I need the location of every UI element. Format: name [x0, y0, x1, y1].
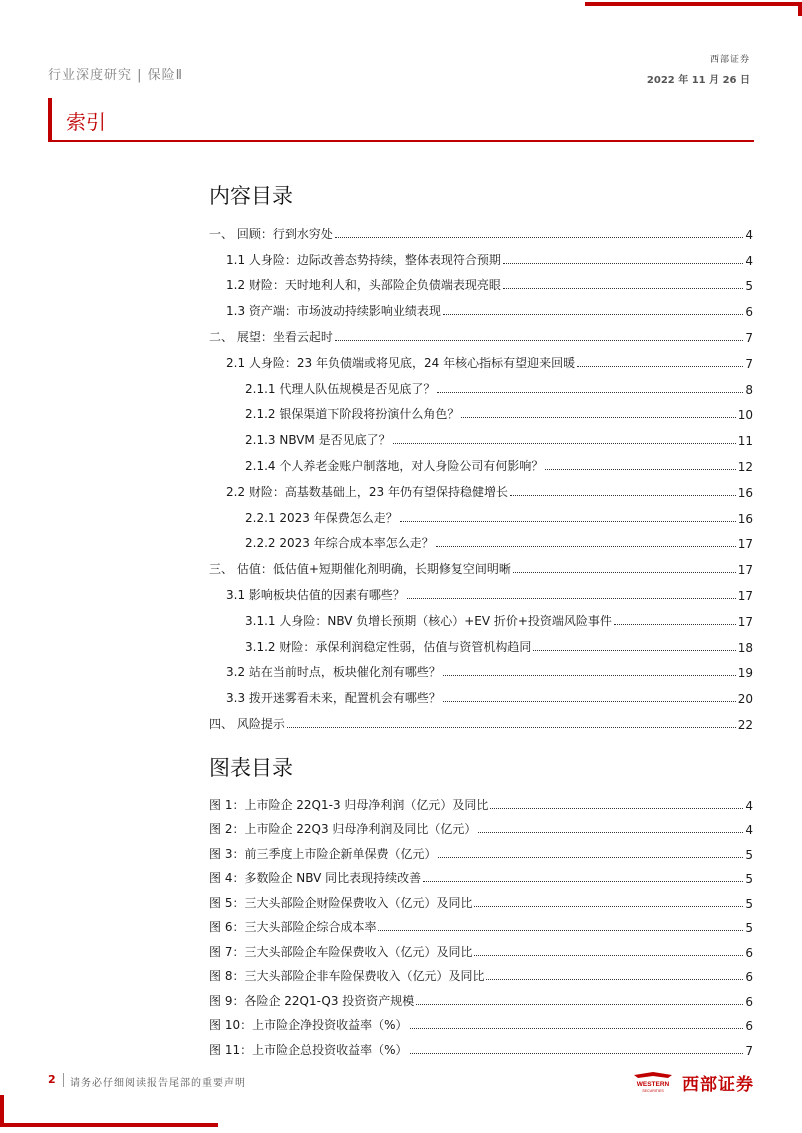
entry-leader — [533, 650, 735, 651]
entry-label: 图 5：三大头部险企财险保费收入（亿元）及同比 — [209, 895, 473, 910]
entry-label: 图 4：多数险企 NBV 同比表现持续改善 — [209, 871, 422, 885]
entry-label: 2.1.4 个人养老金账户制落地，对人身险公司有何影响？ — [245, 458, 544, 473]
figure-entry[interactable] — [209, 886, 753, 911]
entry-page-number: 17 — [737, 563, 753, 578]
entry-label: 图 1：上市险企 22Q1-3 归母净利润（亿元）及同比 — [209, 797, 489, 812]
entry-page-number: 12 — [737, 459, 753, 474]
figure-entry[interactable] — [209, 911, 753, 936]
entry-leader — [378, 930, 743, 931]
section-title: 索引 — [66, 110, 106, 134]
entry-label: 1.2 财险：天时地利人和，头部险企负债端表现亮眼 — [226, 278, 501, 293]
entry-page-number: 22 — [737, 717, 753, 732]
figure-entry[interactable] — [209, 935, 753, 960]
entry-page-number: 6 — [745, 970, 753, 984]
entry-label: 图 9：各险企 22Q1-Q3 投资资产规模 — [209, 993, 415, 1008]
entry-page-number: 17 — [737, 614, 753, 629]
entry-page-number: 20 — [737, 692, 753, 707]
figure-entry[interactable] — [209, 862, 753, 887]
entry-label: 3.3 拨开迷雾看未来，配置机会有哪些？ — [226, 691, 441, 706]
entry-leader — [393, 443, 736, 444]
report-date: 2022 年 11 月 26 日 — [646, 75, 750, 86]
logo-word: WESTERN — [636, 1081, 670, 1088]
figure-entry[interactable] — [209, 960, 753, 985]
entry-label: 三、 估值：低估值+短期催化剂明确，长期修复空间明晰 — [209, 562, 511, 577]
entry-leader — [335, 237, 744, 238]
entry-leader — [410, 1028, 744, 1029]
entry-label: 2.1.3 NBVM 是否见底了？ — [245, 433, 391, 448]
section-banner — [48, 98, 754, 142]
entry-leader — [410, 1053, 744, 1054]
entry-leader — [443, 701, 736, 702]
entry-leader — [486, 979, 743, 980]
entry-page-number: 6 — [745, 994, 753, 1009]
toc-entry[interactable] — [209, 319, 753, 345]
entry-label: 一、 回顾：行到水穷处 — [209, 226, 333, 241]
entry-leader — [443, 675, 736, 676]
entry-page-number: 16 — [737, 511, 753, 526]
toc-entry[interactable] — [209, 345, 753, 371]
entry-leader — [438, 857, 743, 858]
toc-list — [209, 216, 753, 732]
entry-leader — [437, 392, 743, 393]
entry-label: 3.1.1 人身险：NBV 负增长预期（核心）+EV 折价+投资端风险事件 — [245, 613, 612, 628]
western-securities-logo-icon — [630, 1071, 676, 1093]
entry-leader — [287, 727, 736, 728]
toc-entry[interactable] — [209, 242, 753, 268]
toc-entry[interactable] — [209, 474, 753, 500]
toc-entry[interactable] — [209, 629, 753, 655]
entry-page-number: 8 — [745, 382, 753, 397]
entry-page-number: 17 — [737, 537, 753, 552]
entry-label: 2.1.2 银保渠道下阶段将扮演什么角色？ — [245, 407, 460, 422]
entry-page-number: 11 — [737, 434, 753, 449]
entry-page-number: 10 — [737, 408, 753, 423]
entry-leader — [614, 624, 736, 625]
page-footer — [48, 1070, 754, 1094]
entry-label: 3.2 站在当前时点，板块催化剂有哪些？ — [226, 665, 441, 680]
section-underline — [48, 140, 754, 142]
figures-heading: 图表目录 — [209, 756, 293, 780]
entry-label: 图 3：前三季度上市险企新单保费（亿元） — [209, 846, 437, 861]
entry-label: 2.1 人身险：23 年负债端或将见底，24 年核心指标有望迎来回暖 — [226, 355, 576, 370]
entry-leader — [436, 546, 736, 547]
entry-leader — [474, 906, 743, 907]
entry-label: 图 6：三大头部险企综合成本率 — [209, 920, 377, 934]
entry-label: 1.3 资产端：市场波动持续影响业绩表现 — [226, 304, 441, 319]
toc-heading: 内容目录 — [209, 184, 293, 208]
section-mark — [48, 98, 52, 142]
footer-separator — [63, 1073, 64, 1087]
entry-leader — [577, 366, 743, 367]
top-corner-accent — [585, 2, 802, 6]
entry-leader — [490, 808, 743, 809]
page-number: 2 — [48, 1073, 56, 1086]
toc-entry[interactable] — [209, 371, 753, 397]
bottom-corner-accent-vertical — [0, 1095, 4, 1127]
company-logo — [630, 1070, 754, 1094]
entry-leader — [478, 832, 743, 833]
figure-entry[interactable] — [209, 1009, 753, 1034]
toc-entry[interactable] — [209, 526, 753, 552]
logo-word-2: SECURITIES — [642, 1089, 664, 1093]
toc-entry[interactable] — [209, 293, 753, 319]
figure-entry[interactable] — [209, 1033, 753, 1058]
toc-entry[interactable] — [209, 655, 753, 681]
company-name: 西部证券 — [709, 55, 750, 65]
entry-label: 二、 展望：坐看云起时 — [209, 329, 333, 344]
entry-page-number: 6 — [745, 945, 753, 960]
entry-leader — [503, 288, 743, 289]
figure-entry[interactable] — [209, 984, 753, 1009]
entry-page-number: 4 — [745, 823, 753, 837]
entry-page-number: 17 — [737, 588, 753, 603]
entry-label: 图 8：三大头部险企非车险保费收入（亿元）及同比 — [209, 969, 485, 983]
toc-entry[interactable] — [209, 500, 753, 526]
entry-label: 1.1 人身险：边际改善态势持续，整体表现符合预期 — [226, 252, 501, 267]
entry-page-number: 5 — [745, 921, 753, 935]
entry-leader — [503, 263, 743, 264]
entry-leader — [545, 469, 735, 470]
entry-leader — [400, 521, 736, 522]
toc-entry[interactable] — [209, 422, 753, 448]
bottom-corner-accent — [0, 1123, 218, 1127]
entry-page-number: 5 — [745, 279, 753, 294]
figure-entry[interactable] — [209, 813, 753, 838]
entry-page-number: 6 — [745, 1019, 753, 1033]
entry-page-number: 19 — [737, 666, 753, 681]
entry-leader — [513, 572, 736, 573]
entry-page-number: 7 — [745, 356, 753, 371]
toc-entry[interactable] — [209, 216, 753, 242]
entry-leader — [407, 598, 736, 599]
entry-leader — [416, 1004, 743, 1005]
entry-label: 3.1.2 财险：承保利润稳定性弱，估值与资管机构趋同 — [245, 639, 532, 654]
entry-label: 图 10：上市险企净投资收益率（%） — [209, 1018, 408, 1032]
entry-label: 图 11：上市险企总投资收益率（%） — [209, 1042, 408, 1057]
entry-page-number: 16 — [737, 485, 753, 500]
entry-label: 四、 风险提示 — [209, 716, 285, 731]
disclaimer-notice: 请务必仔细阅读报告尾部的重要声明 — [70, 1078, 246, 1089]
entry-page-number: 4 — [745, 253, 753, 268]
entry-leader — [335, 340, 744, 341]
entry-label: 2.1.1 代理人队伍规模是否见底了？ — [245, 381, 436, 396]
top-corner-accent-vertical — [798, 2, 802, 16]
toc-entry[interactable] — [209, 551, 753, 577]
entry-label: 3.1 影响板块估值的因素有哪些？ — [226, 587, 405, 602]
entry-page-number: 4 — [745, 798, 753, 813]
entry-page-number: 5 — [745, 872, 753, 886]
toc-entry[interactable] — [209, 706, 753, 732]
figure-entry[interactable] — [209, 837, 753, 862]
entry-page-number: 5 — [745, 896, 753, 911]
toc-entry[interactable] — [209, 680, 753, 706]
entry-label: 2.2.1 2023 年保费怎么走？ — [245, 510, 398, 525]
entry-page-number: 4 — [745, 227, 753, 242]
report-category: 行业深度研究 | 保险Ⅱ — [48, 68, 184, 83]
toc-entry[interactable] — [209, 448, 753, 474]
entry-label: 图 2：上市险企 22Q3 归母净利润及同比（亿元） — [209, 822, 477, 836]
toc-entry[interactable] — [209, 397, 753, 423]
entry-leader — [443, 314, 743, 315]
entry-page-number: 5 — [745, 847, 753, 862]
logo-text: 西部证券 — [682, 1074, 754, 1095]
entry-page-number: 6 — [745, 305, 753, 320]
entry-leader — [423, 881, 743, 882]
toc-entry[interactable] — [209, 577, 753, 603]
entry-page-number: 7 — [745, 330, 753, 345]
figure-entry[interactable] — [209, 788, 753, 813]
entry-leader — [461, 417, 735, 418]
entry-label: 2.2.2 2023 年综合成本率怎么走？ — [245, 536, 434, 551]
entry-label: 2.2 财险：高基数基础上，23 年仍有望保持稳健增长 — [226, 484, 508, 499]
toc-entry[interactable] — [209, 603, 753, 629]
figures-list — [209, 788, 753, 1058]
header-right — [647, 52, 750, 86]
entry-leader — [474, 955, 743, 956]
entry-leader — [510, 495, 736, 496]
toc-entry[interactable] — [209, 268, 753, 294]
entry-page-number: 18 — [737, 640, 753, 655]
entry-label: 图 7：三大头部险企车险保费收入（亿元）及同比 — [209, 944, 473, 959]
entry-page-number: 7 — [745, 1043, 753, 1058]
